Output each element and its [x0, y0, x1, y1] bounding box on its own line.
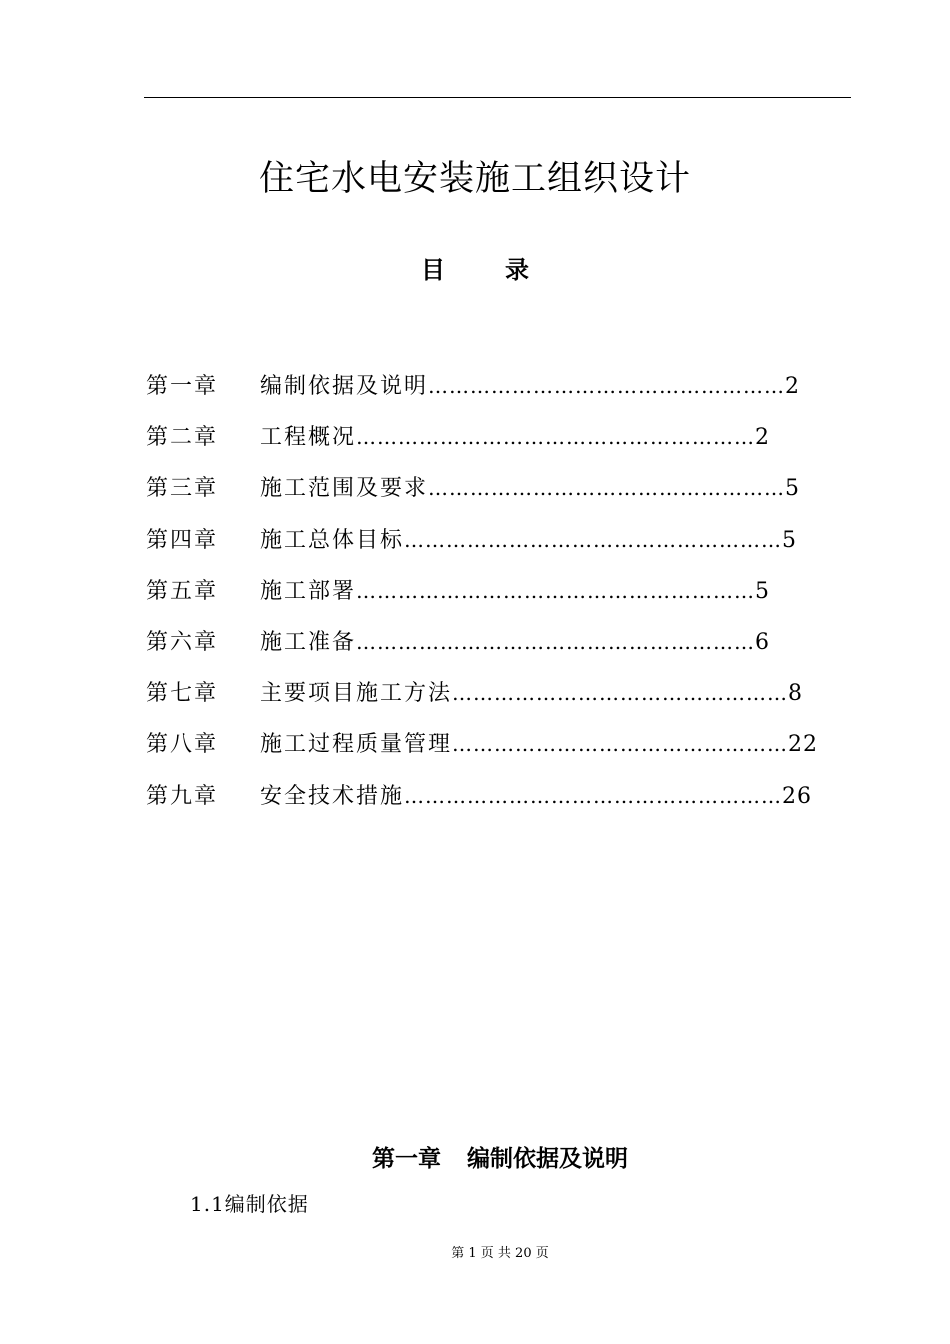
toc-leader-dots: …………………………………………	[452, 732, 789, 757]
toc-chapter-title: 编制依据及说明	[260, 374, 429, 399]
toc-page-number: 5	[782, 527, 798, 553]
toc-chapter-number: 第一章	[146, 374, 219, 399]
toc-entry[interactable]	[146, 414, 846, 465]
toc-chapter-number: 第四章	[146, 527, 219, 553]
toc-chapter-title: 施工部署	[260, 578, 357, 604]
toc-entry[interactable]	[146, 465, 846, 516]
toc-page-number: 5	[755, 578, 771, 604]
section-chapter-number: 第一章	[372, 1146, 441, 1172]
toc-chapter-title: 施工范围及要求	[260, 476, 429, 502]
document-title: 住宅水电安装施工组织设计	[258, 159, 691, 199]
toc-chapter-number: 第八章	[146, 732, 219, 758]
toc-page-number: 2	[785, 374, 801, 399]
toc-entry[interactable]	[146, 619, 846, 670]
toc-chapter-title: 主要项目施工方法	[260, 681, 453, 707]
toc-leader-dots: ……………………………………………	[428, 374, 786, 398]
toc-chapter-title: 安全技术措施	[260, 783, 405, 809]
toc-page-number: 22	[788, 732, 819, 758]
toc-page-number: 26	[782, 783, 813, 809]
toc-page-number: 8	[788, 681, 804, 707]
toc-chapter-number: 第九章	[146, 783, 219, 809]
toc-leader-dots: …………………………………………………	[356, 629, 756, 654]
header-rule	[144, 97, 851, 98]
toc-leader-dots: ………………………………………………	[404, 783, 783, 808]
table-of-contents	[146, 363, 846, 824]
toc-page-number: 5	[785, 476, 801, 502]
toc-chapter-title: 施工过程质量管理	[260, 732, 453, 758]
toc-entry[interactable]	[146, 517, 846, 568]
toc-chapter-number: 第三章	[146, 476, 219, 502]
section-chapter-title: 编制依据及说明	[467, 1146, 628, 1172]
section-heading	[0, 1141, 950, 1177]
toc-chapter-title: 工程概况	[260, 425, 357, 451]
toc-heading	[0, 252, 950, 288]
toc-leader-dots: ……………………………………………	[428, 476, 786, 501]
toc-leader-dots: …………………………………………………	[356, 425, 756, 450]
toc-entry[interactable]	[146, 363, 846, 414]
toc-entry[interactable]	[146, 721, 846, 772]
toc-chapter-number: 第二章	[146, 425, 219, 451]
toc-leader-dots: ………………………………………………	[404, 527, 783, 552]
toc-leader-dots: …………………………………………	[452, 681, 789, 706]
toc-chapter-title: 施工总体目标	[260, 527, 405, 553]
toc-chapter-number: 第七章	[146, 681, 219, 707]
page-footer: 第 1 页 共 20 页	[451, 1246, 549, 1261]
toc-heading-char-2: 录	[505, 256, 529, 284]
toc-heading-char-1: 目	[421, 256, 445, 284]
toc-entry[interactable]	[146, 670, 846, 721]
toc-entry[interactable]	[146, 568, 846, 619]
toc-chapter-number: 第六章	[146, 629, 219, 655]
toc-leader-dots: …………………………………………………	[356, 578, 756, 603]
toc-chapter-number: 第五章	[146, 578, 219, 604]
toc-entry[interactable]	[146, 773, 846, 824]
toc-page-number: 2	[755, 425, 771, 451]
toc-page-number: 6	[755, 629, 771, 655]
subsection-heading: 1.1编制依据	[190, 1192, 309, 1216]
toc-chapter-title: 施工准备	[260, 629, 357, 655]
